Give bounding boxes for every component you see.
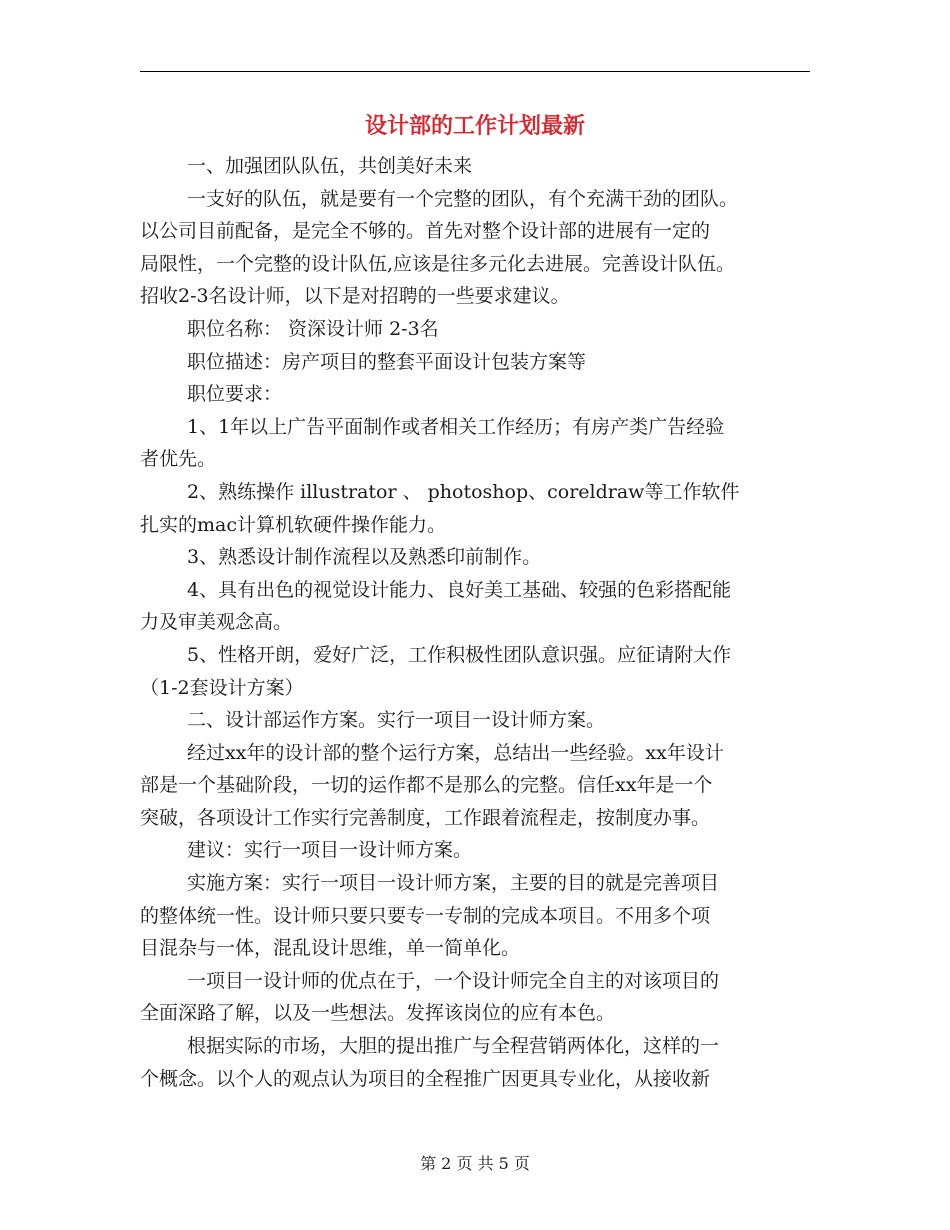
text-line: 招收2-3名设计师，以下是对招聘的一些要求建议。	[140, 285, 570, 308]
text-line: 全面深路了解，以及一些想法。发挥该岗位的应有本色。	[140, 1002, 616, 1025]
text-line: 4、具有出色的视觉设计能力、良好美工基础、较强的色彩搭配能	[187, 578, 732, 601]
text-line: 建议：实行一项目一设计师方案。	[187, 839, 473, 862]
text-line: 经过xx年的设计部的整个运行方案，总结出一些经验。xx年设计	[187, 741, 724, 764]
text-line: 职位描述：房产项目的整套平面设计包装方案等	[187, 350, 587, 373]
text-line: 实施方案：实行一项目一设计师方案，主要的目的就是完善项目	[187, 872, 720, 895]
text-line: 一、加强团队队伍，共创美好未来	[187, 155, 473, 177]
page-footer: 第 2 页 共 5 页	[420, 1154, 530, 1173]
text-line: 职位要求：	[187, 383, 283, 406]
text-line: 扎实的mac计算机软硬件操作能力。	[140, 513, 446, 536]
document-title: 设计部的工作计划最新	[364, 113, 585, 139]
header-rule	[140, 71, 810, 72]
text-line: 3、熟悉设计制作流程以及熟悉印前制作。	[187, 546, 542, 569]
text-line: 2、熟练操作 illustrator 、 photoshop、coreldraw等工作软件	[187, 480, 740, 503]
text-line: 5、性格开朗，爱好广泛，工作积极性团队意识强。应征请附大作	[187, 643, 732, 666]
text-line: 者优先。	[140, 448, 217, 471]
text-line: 突破，各项设计工作实行完善制度，工作跟着流程走，按制度办事。	[140, 806, 711, 829]
text-line: 部是一个基础阶段，一切的运作都不是那么的完整。信任xx年是一个	[140, 774, 713, 797]
text-line: 目混杂与一体，混乱设计思维，单一简单化。	[140, 937, 521, 960]
text-line: 个概念。以个人的观点认为项目的全程推广因更具专业化，从接收新	[140, 1067, 711, 1090]
text-line: 一项目一设计师的优点在于，一个设计师完全自主的对该项目的	[187, 969, 720, 992]
document-body	[140, 150, 816, 1095]
text-line: 力及审美观念高。	[140, 611, 293, 634]
text-line: 以公司目前配备，是完全不够的。首先对整个设计部的进展有一定的	[140, 220, 711, 243]
text-line: （1-2套设计方案）	[140, 676, 304, 699]
text-line: 一支好的队伍，就是要有一个完整的团队，有个充满干劲的团队。	[187, 187, 739, 210]
text-line: 职位名称： 资深设计师 2-3名	[187, 317, 439, 340]
text-line: 局限性，一个完整的设计队伍,应该是往多元化去进展。完善设计队伍。	[140, 252, 736, 275]
text-line: 1、1年以上广告平面制作或者相关工作经历；有房产类广告经验	[187, 415, 725, 438]
text-line: 的整体统一性。设计师只要只要专一专制的完成本项目。不用多个项	[140, 904, 711, 927]
text-line: 二、设计部运作方案。实行一项目一设计师方案。	[187, 709, 606, 732]
text-line: 根据实际的市场，大胆的提出推广与全程营销两体化，这样的一	[187, 1035, 720, 1058]
